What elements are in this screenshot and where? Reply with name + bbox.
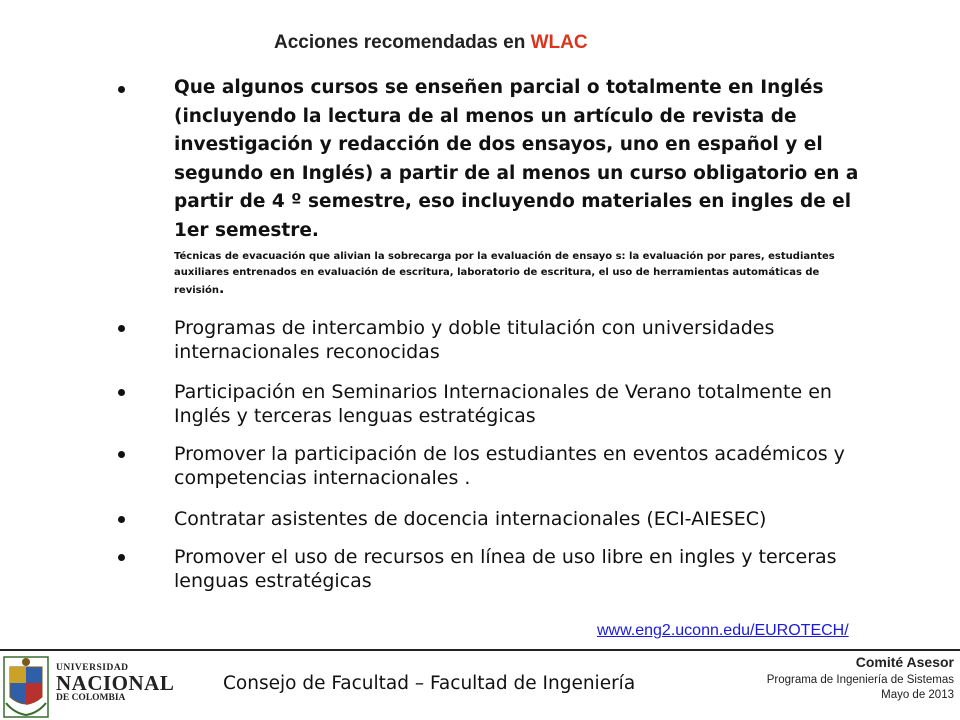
bullet-dot-icon	[118, 325, 125, 332]
bullet-text-1: Que algunos cursos se enseñen parcial o totalmente en Inglés (incluyendo la lectura de al menos un artículo de revista de investigación y redacción de dos ensayos, uno en español y el segundo en Inglés) a partir de al menos un curso obligatorio en a partir de 4 º semestre, eso incluyendo materiales en ingles de el 1er semestre.	[174, 77, 859, 241]
slide-title	[274, 32, 588, 54]
bullet-text-2: Programas de intercambio y doble titulación con universidades internacionales reconocidas	[174, 317, 775, 363]
footer-divider	[0, 649, 960, 651]
footer-committee: Comité Asesor	[855, 654, 954, 670]
bullet-dot-icon	[118, 554, 125, 561]
bullet-dot-icon	[118, 451, 125, 458]
bullet-dot-icon	[118, 516, 125, 523]
bullet-dot-icon	[118, 86, 125, 93]
footer-program: Programa de Ingeniería de Sistemas	[766, 674, 954, 686]
bullet-subnote	[174, 249, 864, 299]
logo-line-2: NACIONAL	[56, 671, 175, 695]
logo-line-1: UNIVERSIDAD	[56, 663, 129, 673]
subnote-text: Técnicas de evacuación que alivian la sobrecarga por la evaluación de ensayo s: la evaluación por pares, estudiantes auxiliares entrenados en evaluación de escritura, laboratorio de escritura, el uso de herramientas automáticas de revisión	[174, 251, 835, 296]
logo-line-3: DE COLOMBIA	[56, 693, 126, 703]
title-main: Acciones recomendadas en	[274, 32, 531, 53]
footer-faculty: Consejo de Facultad – Facultad de Ingeniería	[223, 673, 636, 694]
eurotech-link[interactable]: www.eng2.uconn.edu/EUROTECH/	[597, 622, 849, 639]
bullet-text-5: Contratar asistentes de docencia internacionales (ECI-AIESEC)	[174, 508, 767, 530]
subnote-period: .	[219, 281, 225, 297]
bullet-dot-icon	[118, 389, 125, 396]
bullet-text-4: Promover la participación de los estudiantes en eventos académicos y competencias internacionales .	[174, 443, 845, 489]
footer-info	[767, 654, 954, 701]
bullet-text-6: Promover el uso de recursos en línea de uso libre en ingles y terceras lenguas estratégicas	[174, 546, 837, 592]
footer-date: Mayo de 2013	[881, 689, 954, 701]
university-logo-text	[56, 663, 174, 703]
title-accent: WLAC	[530, 32, 588, 53]
bullet-text-3: Participación en Seminarios Internacionales de Verano totalmente en Inglés y terceras lenguas estratégicas	[174, 381, 832, 427]
